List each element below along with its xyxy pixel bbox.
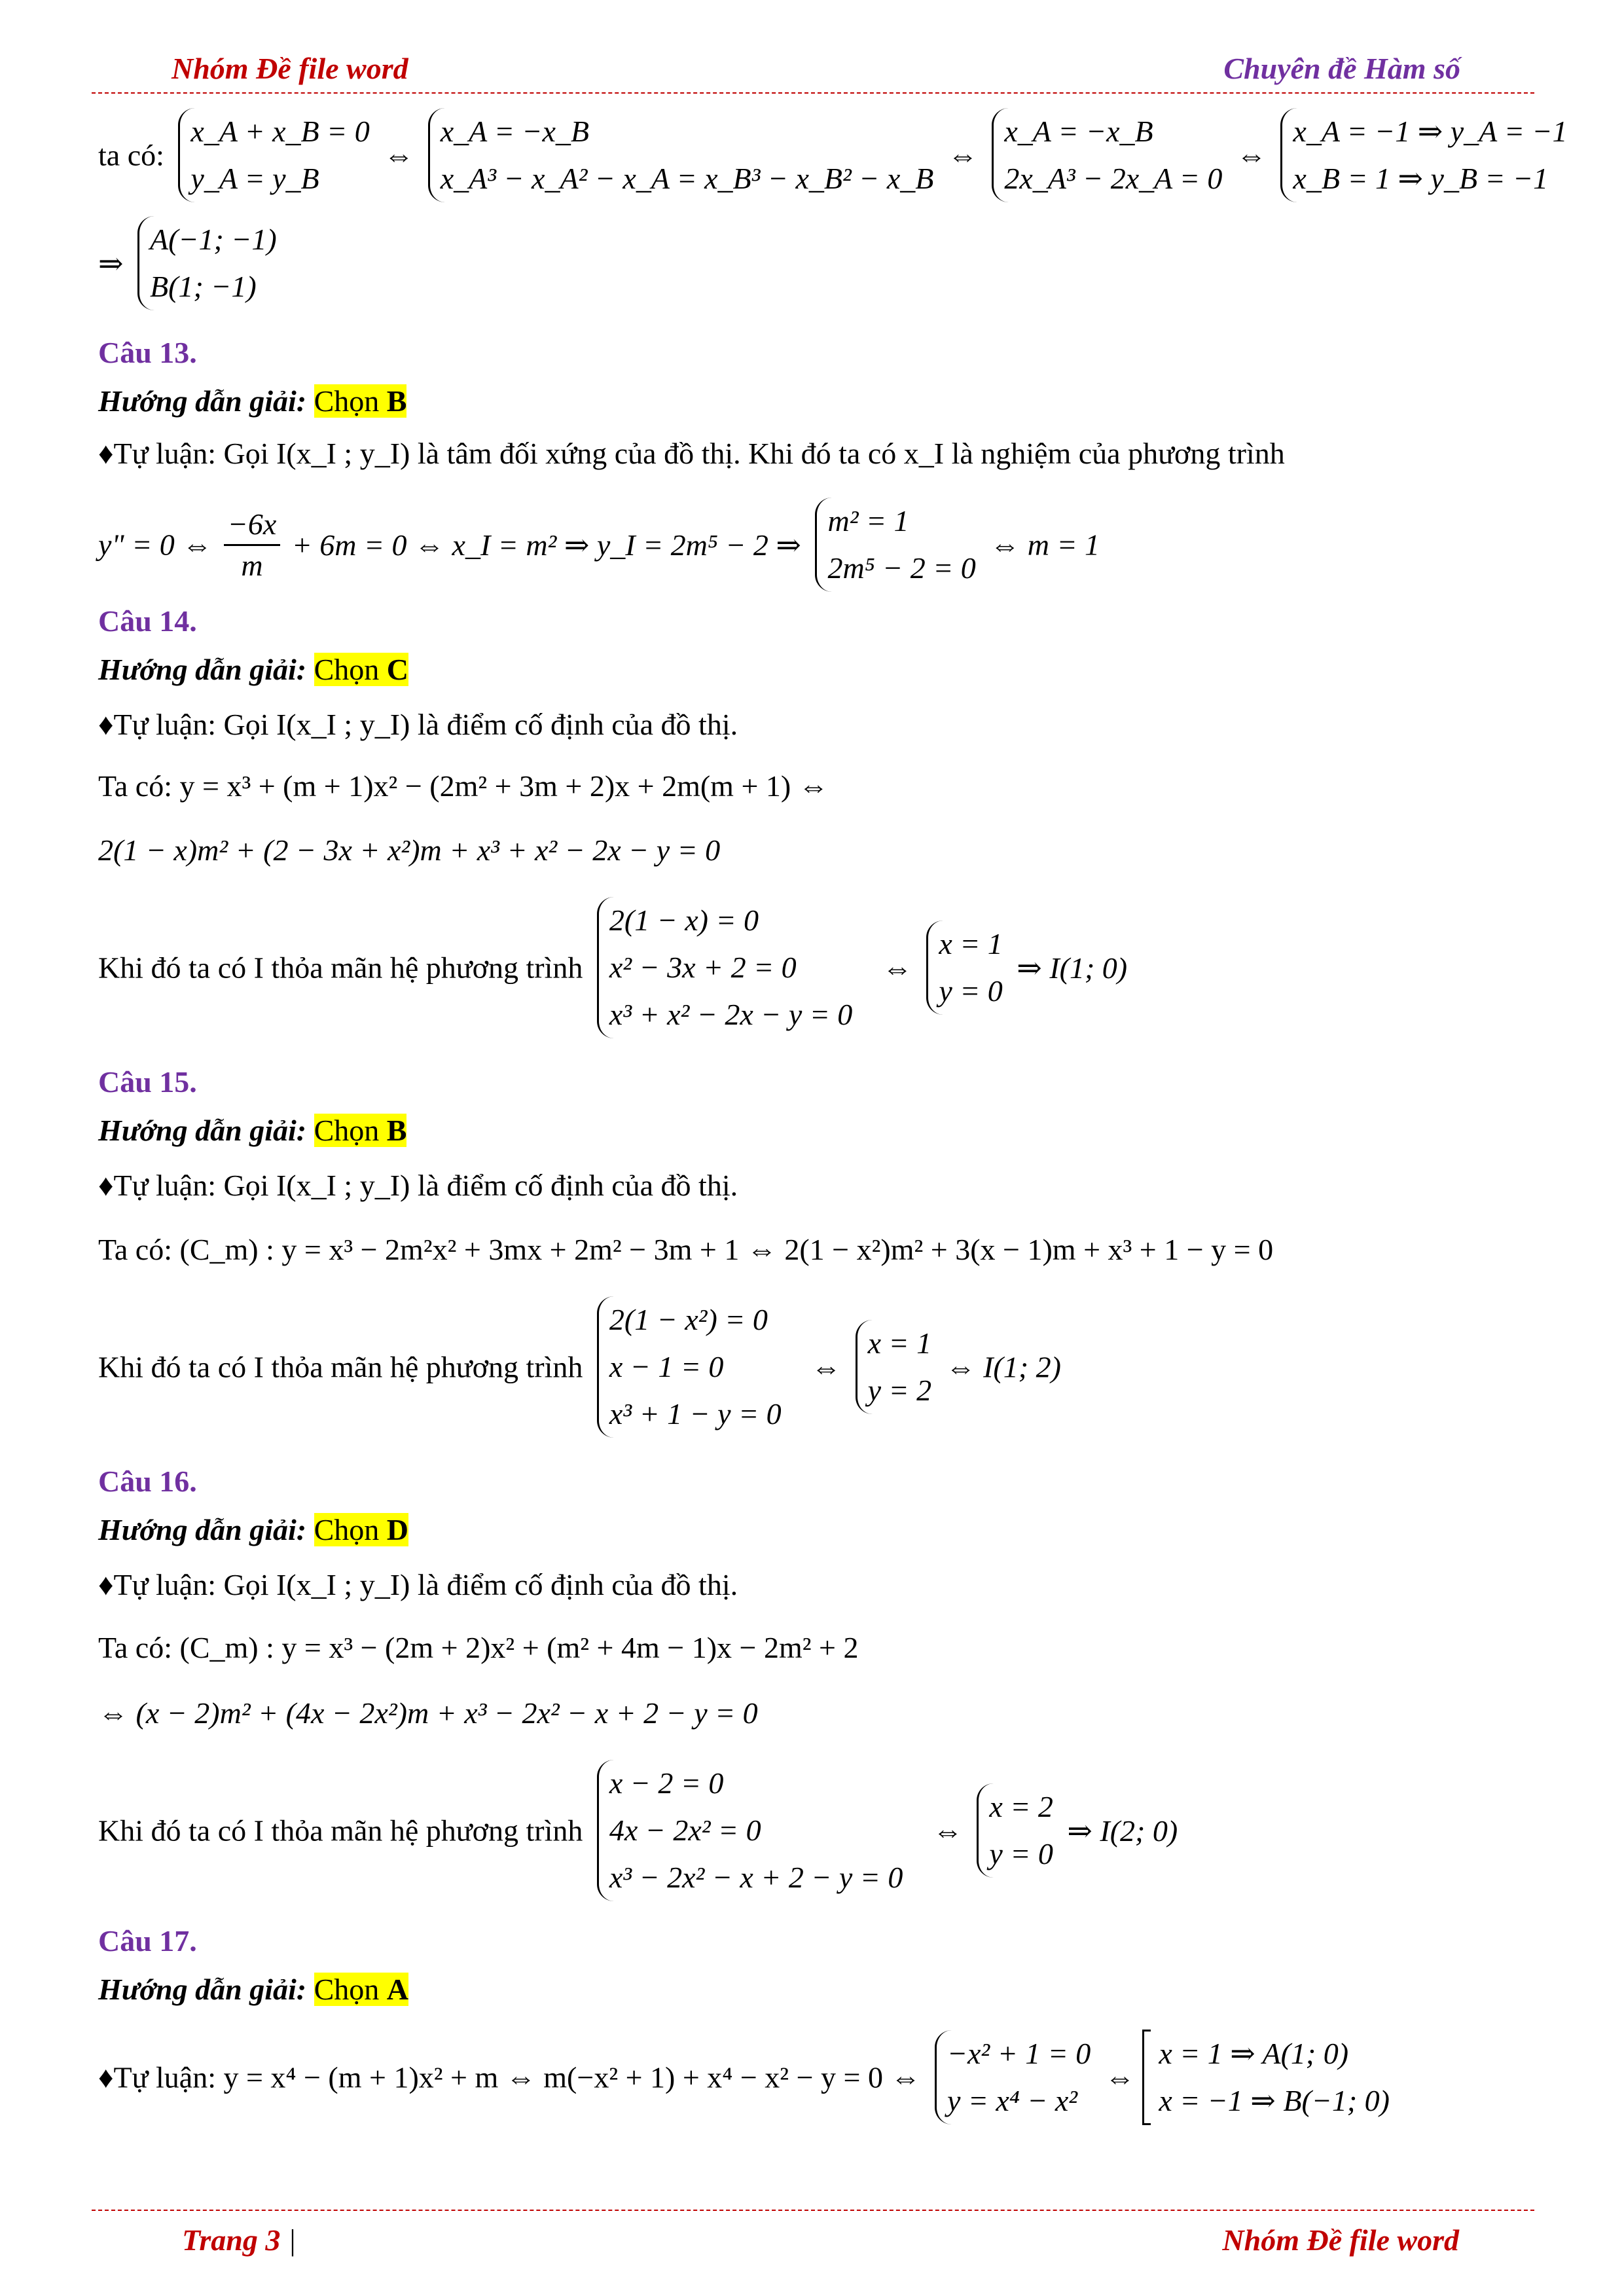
- question-17-line: [98, 2030, 1390, 2125]
- question-17-guide: [98, 1972, 408, 2007]
- system: [597, 1296, 782, 1438]
- system-row: x − 1 = 0: [609, 1350, 724, 1383]
- answer-letter: B: [386, 384, 407, 418]
- system-row: 2x_A³ − 2x_A = 0: [1004, 162, 1223, 195]
- result: ⇔ I(1; 2): [945, 1350, 1061, 1384]
- eq-part: y" = 0 ⇔: [98, 528, 213, 562]
- question-16-system-line: [98, 1760, 1178, 1901]
- system-row: A(−1; −1): [150, 223, 277, 256]
- system: [815, 498, 975, 592]
- implies-symbol: ⇒: [98, 247, 124, 280]
- iff-symbol: ⇔: [932, 1813, 963, 1848]
- answer-letter: A: [386, 1973, 408, 2006]
- system-row: 2m⁵ − 2 = 0: [827, 551, 976, 585]
- header-left: Nhóm Đề file word: [171, 52, 408, 85]
- header-divider: [92, 92, 1534, 94]
- question-14-line1: Ta có: y = x³ + (m + 1)x² − (2m² + 3m + 2)x + 2m(m + 1) ⇔: [98, 769, 829, 803]
- system-result: [856, 1320, 931, 1414]
- system-row: y = 0: [989, 1837, 1053, 1870]
- question-16-title: Câu 16.: [98, 1465, 197, 1498]
- system-row: x² − 3x + 2 = 0: [609, 951, 797, 984]
- choose-label: Chọn: [314, 653, 380, 686]
- system-row: x_A³ − x_A² − x_A = x_B³ − x_B² − x_B: [440, 162, 934, 195]
- fraction: [224, 505, 280, 585]
- system-row: y_A = y_B: [190, 162, 319, 195]
- question-15-guide: [98, 1113, 406, 1148]
- footer-divider: [92, 2210, 1534, 2211]
- system-row: y = 0: [939, 974, 1003, 1008]
- question-16-text: ♦Tự luận: Gọi I(x_I ; y_I) là điểm cố định của đồ thị.: [98, 1568, 738, 1601]
- intro-system-4: [1280, 108, 1567, 202]
- system-row: x_A = −x_B: [440, 115, 589, 148]
- answer-letter: B: [386, 1114, 407, 1147]
- guide-label: Hướng dẫn giải:: [98, 1973, 307, 2006]
- system-result: [977, 1783, 1053, 1878]
- or-bracket: [1142, 2030, 1151, 2125]
- eq-part: + 6m = 0 ⇔ x_I = m² ⇒ y_I = 2m⁵ − 2 ⇒: [291, 528, 801, 562]
- denominator: m: [241, 548, 263, 582]
- footer-separator: |: [289, 2223, 296, 2257]
- system-row: x_A = −x_B: [1004, 115, 1153, 148]
- choose-label: Chọn: [314, 384, 380, 418]
- system-row: 4x − 2x² = 0: [609, 1813, 761, 1847]
- system: [597, 897, 852, 1038]
- intro-system-2: [428, 108, 934, 202]
- question-16-guide: [98, 1512, 408, 1547]
- question-15-text: ♦Tự luận: Gọi I(x_I ; y_I) là điểm cố định của đồ thị.: [98, 1169, 738, 1202]
- system-result: [926, 920, 1002, 1015]
- header-right: Chuyên đề Hàm số: [1223, 52, 1460, 85]
- question-17-title: Câu 17.: [98, 1924, 197, 1958]
- intro-result-system: [137, 216, 277, 310]
- question-13-title: Câu 13.: [98, 336, 197, 369]
- intro-system-1: [178, 108, 369, 202]
- intro-result: [98, 216, 283, 310]
- guide-label: Hướng dẫn giải:: [98, 1114, 307, 1147]
- answer-highlight: [314, 384, 407, 418]
- answer-highlight: [314, 653, 408, 686]
- intro-system-3: [992, 108, 1222, 202]
- result: ⇒ I(2; 0): [1067, 1814, 1178, 1848]
- page-number: Trang 3: [182, 2223, 281, 2257]
- system-row: x_B = 1 ⇒ y_B = −1: [1293, 162, 1549, 195]
- question-13-guide: [98, 384, 406, 418]
- system-row: x_A + x_B = 0: [190, 115, 370, 148]
- system-row: x³ + 1 − y = 0: [609, 1397, 782, 1430]
- answer-highlight: [314, 1114, 407, 1147]
- q17-text: ♦Tự luận: y = x⁴ − (m + 1)x² + m ⇔ m(−x² + 1) + x⁴ − x² − y = 0 ⇔: [98, 2060, 921, 2094]
- question-13-equation: [98, 498, 1100, 592]
- question-15-system-line: [98, 1296, 1061, 1438]
- answer-letter: D: [386, 1513, 408, 1546]
- intro-lead: ta có:: [98, 138, 164, 172]
- iff-symbol: ⇔: [882, 951, 912, 985]
- system-row: x³ − 2x² − x + 2 − y = 0: [609, 1861, 903, 1894]
- guide-label: Hướng dẫn giải:: [98, 653, 307, 686]
- system-row: x = 1 ⇒ A(1; 0): [1159, 2037, 1349, 2070]
- choose-label: Chọn: [314, 1973, 380, 2006]
- system: [597, 1760, 903, 1901]
- system-row: −x² + 1 = 0: [947, 2037, 1091, 2070]
- iff-symbol: ⇔: [1236, 138, 1267, 172]
- system-row: 2(1 − x) = 0: [609, 903, 759, 937]
- eq-part: ⇔ m = 1: [990, 528, 1100, 562]
- intro-line: [98, 108, 1574, 202]
- iff-symbol: ⇔: [1104, 2060, 1135, 2094]
- khi-text: Khi đó ta có I thỏa mãn hệ phương trình: [98, 951, 583, 985]
- question-14-title: Câu 14.: [98, 604, 197, 638]
- khi-text: Khi đó ta có I thỏa mãn hệ phương trình: [98, 1813, 583, 1848]
- question-13-text: ♦Tự luận: Gọi I(x_I ; y_I) là tâm đối xứng của đồ thị. Khi đó ta có x_I là nghiệm của phương trình: [98, 437, 1285, 470]
- answer-letter: C: [386, 653, 408, 686]
- system-row: B(1; −1): [150, 270, 257, 303]
- result: ⇒ I(1; 0): [1017, 951, 1128, 985]
- choose-label: Chọn: [314, 1513, 380, 1546]
- question-16-line1: Ta có: (C_m) : y = x³ − (2m + 2)x² + (m² + 4m − 1)x − 2m² + 2: [98, 1631, 859, 1664]
- question-14-line2: 2(1 − x)m² + (2 − 3x + x²)m + x³ + x² − 2x − y = 0: [98, 833, 721, 867]
- question-15-title: Câu 15.: [98, 1065, 197, 1099]
- system-row: x = 1: [939, 927, 1003, 960]
- iff-symbol: ⇔: [947, 138, 978, 172]
- answer-highlight: [314, 1513, 408, 1546]
- system-row: 2(1 − x²) = 0: [609, 1303, 768, 1336]
- answer-highlight: [314, 1973, 408, 2006]
- question-16-line2: ⇔ (x − 2)m² + (4x − 2x²)m + x³ − 2x² − x + 2 − y = 0: [98, 1696, 758, 1730]
- system-row: x = 1: [867, 1326, 932, 1360]
- guide-label: Hướng dẫn giải:: [98, 1513, 307, 1546]
- question-15-line1: Ta có: (C_m) : y = x³ − 2m²x² + 3mx + 2m² − 3m + 1 ⇔ 2(1 − x²)m² + 3(x − 1)m + x³ + 1 − y = 0: [98, 1233, 1274, 1266]
- system-row: m² = 1: [827, 504, 909, 538]
- footer-left: [182, 2223, 296, 2257]
- system-row: x³ + x² − 2x − y = 0: [609, 998, 853, 1031]
- iff-symbol: ⇔: [811, 1350, 842, 1384]
- question-14-text: ♦Tự luận: Gọi I(x_I ; y_I) là điểm cố định của đồ thị.: [98, 708, 738, 741]
- system-row: x − 2 = 0: [609, 1766, 724, 1800]
- system-row: y = 2: [867, 1374, 932, 1407]
- question-14-system-line: [98, 897, 1127, 1038]
- system: [935, 2030, 1091, 2124]
- system-row: x = −1 ⇒ B(−1; 0): [1159, 2084, 1390, 2117]
- footer-right: Nhóm Đề file word: [1222, 2223, 1459, 2257]
- question-14-guide: [98, 652, 408, 687]
- iff-symbol: ⇔: [384, 138, 414, 172]
- system-row: y = x⁴ − x²: [947, 2084, 1078, 2117]
- guide-label: Hướng dẫn giải:: [98, 384, 307, 418]
- khi-text: Khi đó ta có I thỏa mãn hệ phương trình: [98, 1350, 583, 1384]
- system-row: x_A = −1 ⇒ y_A = −1: [1293, 115, 1568, 148]
- system-row: x = 2: [989, 1790, 1053, 1823]
- choose-label: Chọn: [314, 1114, 380, 1147]
- numerator: −6x: [224, 505, 280, 546]
- or-system: [1159, 2030, 1390, 2124]
